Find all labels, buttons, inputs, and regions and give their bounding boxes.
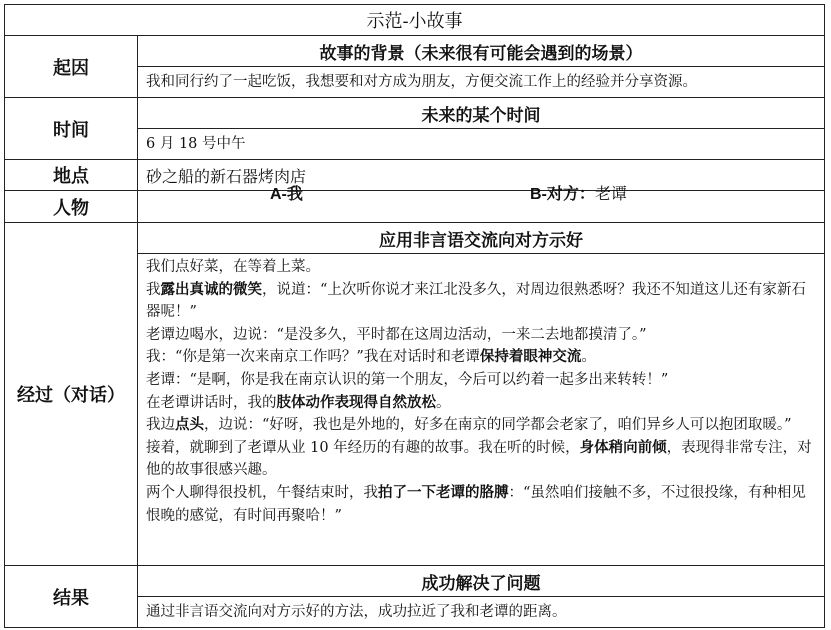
dialog-line (146, 482, 816, 527)
people-label: 人物 (5, 191, 138, 223)
place-text: 砂之船的新石器烤肉店 (138, 160, 825, 191)
dialog-text: ，说道：“上次听你说才来江北没多久，对周边很熟悉呀？我还不知道这儿还有家新石器呢！” (146, 281, 806, 321)
dialog-emphasis: 保持着眼神交流 (479, 348, 582, 366)
dialog-emphasis: 肢体动作表现得自然放松 (276, 393, 436, 411)
person-b-name: 老谭 (594, 184, 627, 203)
cause-heading: 故事的背景（未来很有可能会遇到的场景） (138, 36, 825, 67)
dialog-line (146, 437, 816, 482)
dialog-text: 老谭边喝水，边说：“是没多久，平时都在这周边活动，一来二去地都摸清了。” (146, 326, 647, 343)
process-heading: 应用非言语交流向对方示好 (138, 223, 825, 254)
dialog-lines (146, 256, 816, 527)
dialog-text: ，边说：“好呀，我也是外地的，好多在南京的同学都会老家了，咱们异乡人可以抱团取暖。” (204, 417, 792, 434)
dialog-text: 我们点好菜，在等着上菜。 (146, 259, 320, 275)
dialog-text: ，表现得非常专注，对他的故事很感兴趣。 (146, 439, 812, 479)
dialog-text: 。 (581, 349, 596, 366)
people-cell (138, 184, 825, 223)
person-a: A-我 (270, 186, 303, 203)
process-label: 经过（对话） (5, 223, 138, 566)
dialog-text: ：“虽然咱们接触不多，不过很投缘，有种相见恨晚的感觉，有时间再聚哈！” (146, 484, 806, 524)
dialog-line (146, 392, 816, 415)
dialog-emphasis: 拍了一下老谭的胳膊 (378, 483, 509, 501)
dialog-line (146, 279, 816, 324)
result-heading: 成功解决了问题 (138, 566, 825, 597)
dialog-text: 。 (436, 394, 451, 411)
dialog-text: 两个人聊得很投机，午餐结束时，我 (146, 484, 378, 501)
dialog-text: 老谭：“是啊，你是我在南京认识的第一个朋友，今后可以约着一起多出来转转！” (146, 371, 669, 388)
dialog-line (146, 256, 816, 279)
dialog-cell (138, 254, 825, 566)
time-text: 6 月 18 号中午 (138, 129, 825, 160)
dialog-text: 我边 (146, 417, 175, 434)
place-label: 地点 (5, 160, 138, 191)
dialog-emphasis: 身体稍向前倾 (579, 438, 667, 456)
dialog-text: 我：“你是第一次来南京工作吗？”我在对话时和老谭 (146, 349, 480, 366)
dialog-emphasis: 露出真诚的微笑 (160, 280, 262, 298)
time-label: 时间 (5, 98, 138, 160)
dialog-text: 我 (146, 281, 161, 298)
dialog-line (146, 346, 816, 369)
cause-label: 起因 (5, 36, 138, 98)
dialog-emphasis: 点头 (175, 416, 204, 434)
table-title: 示范-小故事 (5, 5, 825, 36)
story-table (4, 4, 825, 628)
person-b (530, 181, 627, 204)
result-label: 结果 (5, 566, 138, 628)
dialog-line (146, 414, 816, 437)
dialog-text: 接着，就聊到了老谭从业 10 年经历的有趣的故事。我在听的时候， (146, 439, 580, 456)
time-heading: 未来的某个时间 (138, 98, 825, 129)
dialog-line (146, 369, 816, 392)
dialog-line (146, 324, 816, 347)
cause-text: 我和同行约了一起吃饭，我想要和对方成为朋友，方便交流工作上的经验并分享资源。 (138, 67, 825, 98)
result-text: 通过非言语交流向对方示好的方法，成功拉近了我和老谭的距离。 (138, 597, 825, 628)
dialog-text: 在老谭讲话时，我的 (146, 394, 277, 411)
person-b-prefix: B-对方： (530, 186, 595, 203)
